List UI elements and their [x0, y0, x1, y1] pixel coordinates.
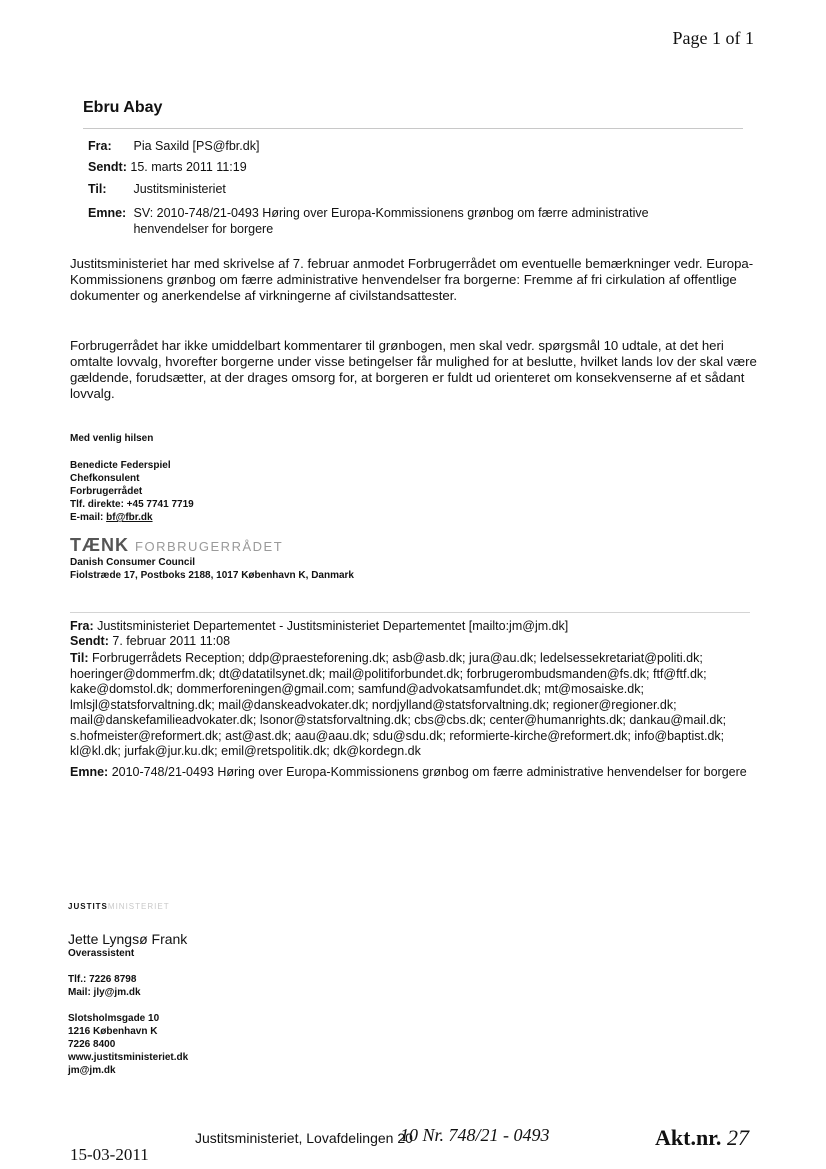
from-label: Fra:: [88, 139, 112, 153]
forward-to-label: Til:: [70, 651, 89, 665]
jm-contact-block: [68, 973, 141, 999]
to-value: Justitsministeriet: [133, 182, 226, 196]
jm-mail: Mail: jly@jm.dk: [68, 987, 141, 998]
signature-email-label: E-mail:: [70, 512, 107, 523]
taenk-logo-mark: TÆNK: [70, 535, 129, 555]
message-to-row: [88, 181, 226, 197]
akt-label: Akt.nr.: [655, 1125, 722, 1150]
council-block: [70, 556, 354, 582]
taenk-logo-text: FORBRUGERRÅDET: [135, 539, 284, 554]
forward-divider: [70, 612, 750, 613]
forward-from-label: Fra:: [70, 619, 94, 633]
received-date-stamp: 15-03-2011: [70, 1145, 149, 1164]
justits-logo-strong: JUSTITS: [68, 902, 108, 911]
message-subject-row: [88, 205, 728, 237]
signature-phone: Tlf. direkte: +45 7741 7719: [70, 499, 194, 510]
jm-city: 1216 København K: [68, 1026, 158, 1037]
akt-value: 27: [726, 1125, 749, 1150]
office-stamp: Justitsministeriet, Lovafdelingen 20: [195, 1130, 413, 1146]
sent-label: Sendt:: [88, 160, 127, 174]
forward-subject-row: [70, 765, 760, 781]
jm-street: Slotsholmsgade 10: [68, 1013, 160, 1024]
forward-sent-row: [70, 634, 760, 650]
forward-to-value: Forbrugerrådets Reception; ddp@praesteforening.dk; asb@asb.dk; jura@au.dk; ledelsessekretariat@politi.dk; hoeringer@dommerfm.dk; dt@datatilsynet.dk; mail@politiforbundet.dk; forbrugerombudsmanden@fs.dk; ftf@ftf.dk; kake@domstol.dk; dommerforeningen@gmail.com; samfund@advokatsamfundet.dk; mt@mosaiske.dk; lmlsjl@statsforvaltning.dk; mail@danskeadvokater.dk; nordjylland@statsforvaltning.dk; regioner@regioner.dk; mail@danskefamilieadvokater.dk; lsonor@statsforvaltning.dk; cbs@cbs.dk; center@humanrights.dk; dankau@mail.dk; s.hofmeister@reformert.dk; ast@ast.dk; aau@aau.dk; sdu@sdu.dk; reformierte-kirche@reformert.dk; info@baptist.dk; kl@kl.dk; jurfak@jur.ku.dk; emil@retspolitik.dk; dk@kordegn.dk: [70, 651, 727, 758]
forward-from-value: Justitsministeriet Departementet - Justitsministeriet Departementet [mailto:jm@jm.dk]: [97, 619, 569, 633]
forward-to-row: [70, 651, 760, 760]
signature-email-link[interactable]: bf@fbr.dk: [106, 512, 153, 523]
jm-signature-title: Overassistent: [68, 948, 135, 959]
justits-logo-faint: MINISTERIET: [107, 902, 170, 911]
signature-email-row: [70, 511, 194, 524]
forward-subject-value: 2010-748/21-0493 Høring over Europa-Kommissionens grønbog om færre administrative henvendelser for borgere: [111, 765, 747, 779]
case-number-stamp: 10 Nr. 748/21 - 0493: [400, 1125, 550, 1145]
message-sent-row: [88, 159, 247, 175]
body-paragraph-2: Forbrugerrådet har ikke umiddelbart kommentarer til grønbogen, men skal vedr. spørgsmål 10 udtale, at det heri omtalte lovvalg, hvorefter borgerne under visse betingelser får mulighed for at beslutte, hvilket lands lov der skal være gældende, forudsætter, at der drages omsorg for, at borgeren er fuldt ud orienteret om konsekvenserne af et sådant lovvalg.: [70, 338, 757, 401]
forward-from-row: [70, 619, 760, 635]
council-name: Danish Consumer Council: [70, 557, 196, 568]
message-from-row: [88, 138, 259, 154]
signature-block: [70, 459, 194, 524]
jm-signature-name: Jette Lyngsø Frank: [68, 931, 188, 947]
to-label: Til:: [88, 182, 107, 196]
jm-main-phone: 7226 8400: [68, 1039, 116, 1050]
council-address: Fiolstræde 17, Postboks 2188, 1017 København K, Danmark: [70, 570, 354, 581]
akt-number-stamp: [655, 1125, 749, 1151]
forward-sent-value: 7. februar 2011 11:08: [112, 634, 231, 648]
forward-subject-label: Emne:: [70, 765, 109, 779]
jm-phone: Tlf.: 7226 8798: [68, 974, 137, 985]
from-value: Pia Saxild [PS@fbr.dk]: [133, 139, 260, 153]
sender-name: Ebru Abay: [83, 99, 163, 116]
subject-value: SV: 2010-748/21-0493 Høring over Europa-Kommissionens grønbog om færre administrative henvendelser for borgere: [133, 206, 649, 236]
jm-website[interactable]: www.justitsministeriet.dk: [68, 1052, 189, 1063]
page-header: Page 1 of 1: [672, 28, 754, 48]
sent-value: 15. marts 2011 11:19: [130, 160, 247, 174]
body-paragraph-1: Justitsministeriet har med skrivelse af 7. februar anmodet Forbrugerrådet om eventuelle bemærkninger vedr. Europa-Kommissionens grønbog om færre administrative henvendelser fra borgerne: Fremme af fri cirkulation af offentlige dokumenter og anerkendelse af virkningerne af civilstandsattester.: [70, 256, 754, 303]
taenk-logo: [70, 535, 283, 556]
header-divider: [83, 128, 743, 129]
jm-address-block: [68, 1012, 188, 1077]
justitsministeriet-logo: [68, 902, 170, 911]
signature-greeting: Med venlig hilsen: [70, 433, 154, 444]
subject-label: Emne:: [88, 206, 127, 220]
forward-sent-label: Sendt:: [70, 634, 109, 648]
signature-title: Chefkonsulent: [70, 473, 140, 484]
signature-name: Benedicte Federspiel: [70, 460, 171, 471]
jm-email[interactable]: jm@jm.dk: [68, 1065, 116, 1076]
signature-org: Forbrugerrådet: [70, 486, 143, 497]
